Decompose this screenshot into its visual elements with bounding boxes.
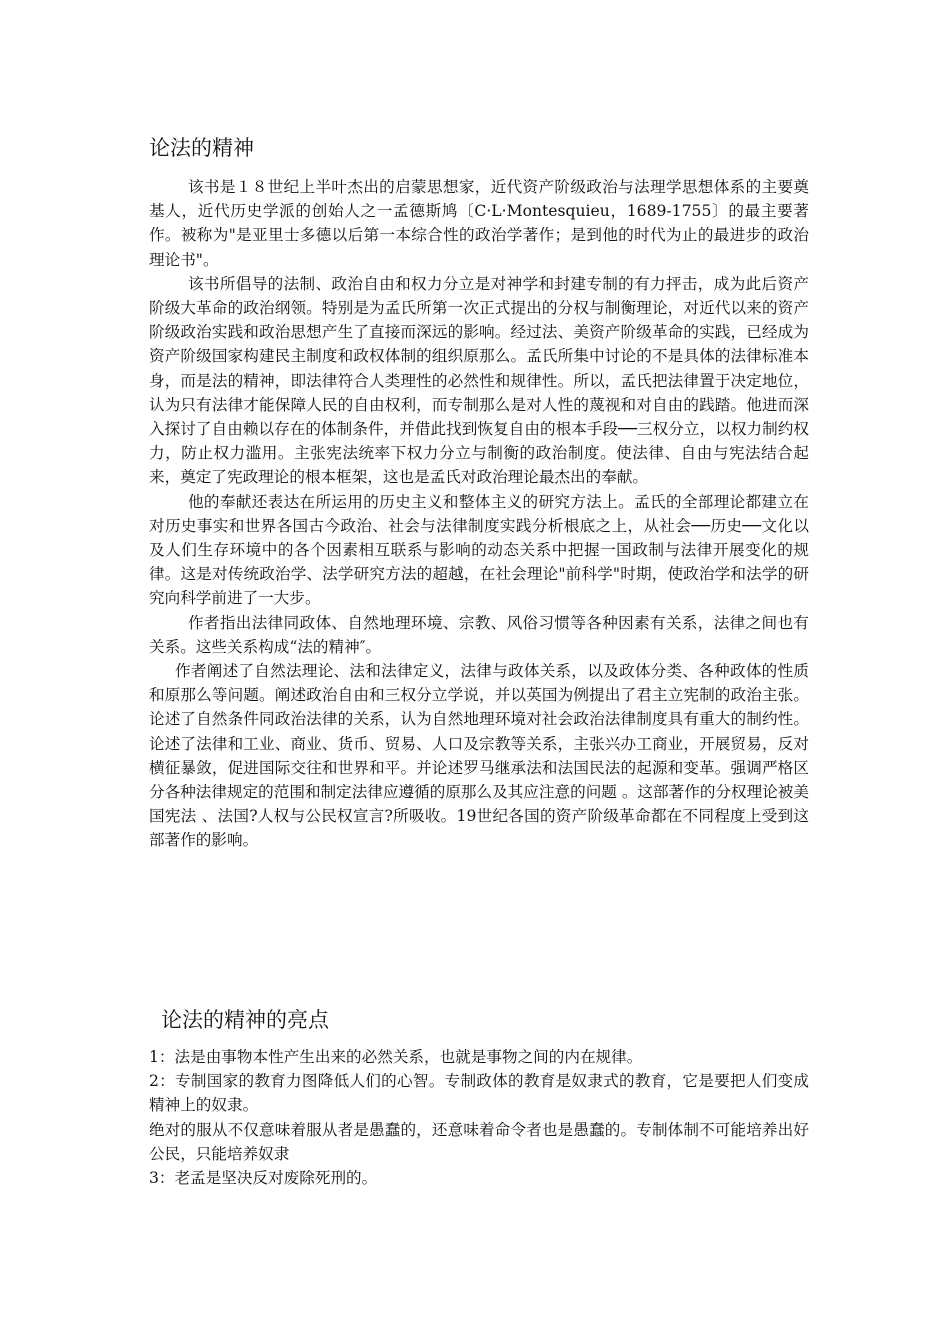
paragraph-intro: 该书是１８世纪上半叶杰出的启蒙思想家，近代资产阶级政治与法理学思想体系的主要奠基人，近代历史学派的创始人之一孟德斯鸠〔C·L·Montesquieu，1689-1755〕的最主要著作。被称为"是亚里士多德以后第一本综合性的政治学著作；是到他的时代为止的最进步的政治理论书"。 [149,178,809,269]
paragraph-legal-system: 该书所倡导的法制、政治自由和权力分立是对神学和封建专制的有力抨击，成为此后资产阶级大革命的政治纲领。特别是为孟氏所第一次正式提出的分权与制衡理论，对近代以来的资产阶级政治实践和政治思想产生了直接而深远的影响。经过法、美资产阶级革命的实践，已经成为资产阶级国家构建民主制度和政权体制的组织原那么。孟氏所集中讨论的不是具体的法律标准本身，而是法的精神，即法律符合人类理性的必然性和规律性。所以，孟氏把法律置于决定地位，认为只有法律才能保障人民的自由权利，而专制那么是对人性的蔑视和对自由的践踏。他进而深入探讨了自由赖以存在的体制条件，并借此找到恢复自由的根本手段──三权分立，以权力制约权力，防止权力滥用。主张宪法统率下权力分立与制衡的政治制度。使法律、自由与宪法结合起来，奠定了宪政理论的根本框架，这也是孟氏对政治理论最杰出的奉献。 [149,274,809,487]
highlight-item: 绝对的服从不仅意味着服从者是愚蠢的，还意味着命令者也是愚蠢的。专制体制不可能培养出好公民，只能培养奴隶 [149,1120,809,1163]
paragraph-spirit-of-law: 作者指出法律同政体、自然地理环境、宗教、风俗习惯等各种因素有关系，法律之间也有关系。这些关系构成“法的精神″。 [149,613,809,656]
highlights-list [149,1045,809,1190]
highlights-title: 论法的精神的亮点 [161,1008,329,1032]
highlight-item: 2：专制国家的教育力图降低人们的心智。专制政体的教育是奴隶式的教育，它是要把人们变成精神上的奴隶。 [149,1072,809,1115]
paragraph-content-summary: 作者阐述了自然法理论、法和法律定义，法律与政体关系，以及政体分类、各种政体的性质和原那么等问题。阐述政治自由和三权分立学说，并以英国为例提出了君主立宪制的政治主张。论述了自然条件同政治法律的关系，认为自然地理环境对社会政治法律制度具有重大的制约性。论述了法律和工业、商业、货币、贸易、人口及宗教等关系，主张兴办工商业，开展贸易，反对横征暴敛，促进国际交往和世界和平。并论述罗马继承法和法国民法的起源和变革。强调严格区分各种法律规定的范围和制定法律应遵循的原那么及其应注意的问题 。这部著作的分权理论被美国宪法 、法国?人权与公民权宣言?所吸收。19世纪各国的资产阶级革命都在不同程度上受到这部著作的影响。 [149,662,809,850]
highlight-item: 1：法是由事物本性产生出来的必然关系，也就是事物之间的内在规律。 [149,1048,643,1066]
page-title: 论法的精神 [149,136,254,160]
main-body [149,175,809,853]
highlight-item: 3：老孟是坚决反对废除死刑的。 [149,1169,378,1188]
paragraph-method: 他的奉献还表达在所运用的历史主义和整体主义的研究方法上。孟氏的全部理论都建立在对历史事实和世界各国古今政治、社会与法律制度实践分析根底之上，从社会──历史──文化以及人们生存环境中的各个因素相互联系与影响的动态关系中把握一国政制与法律开展变化的规律。这是对传统政治学、法学研究方法的超越，在社会理论"前科学"时期，使政治学和法学的研究向科学前进了一大步。 [149,492,809,608]
